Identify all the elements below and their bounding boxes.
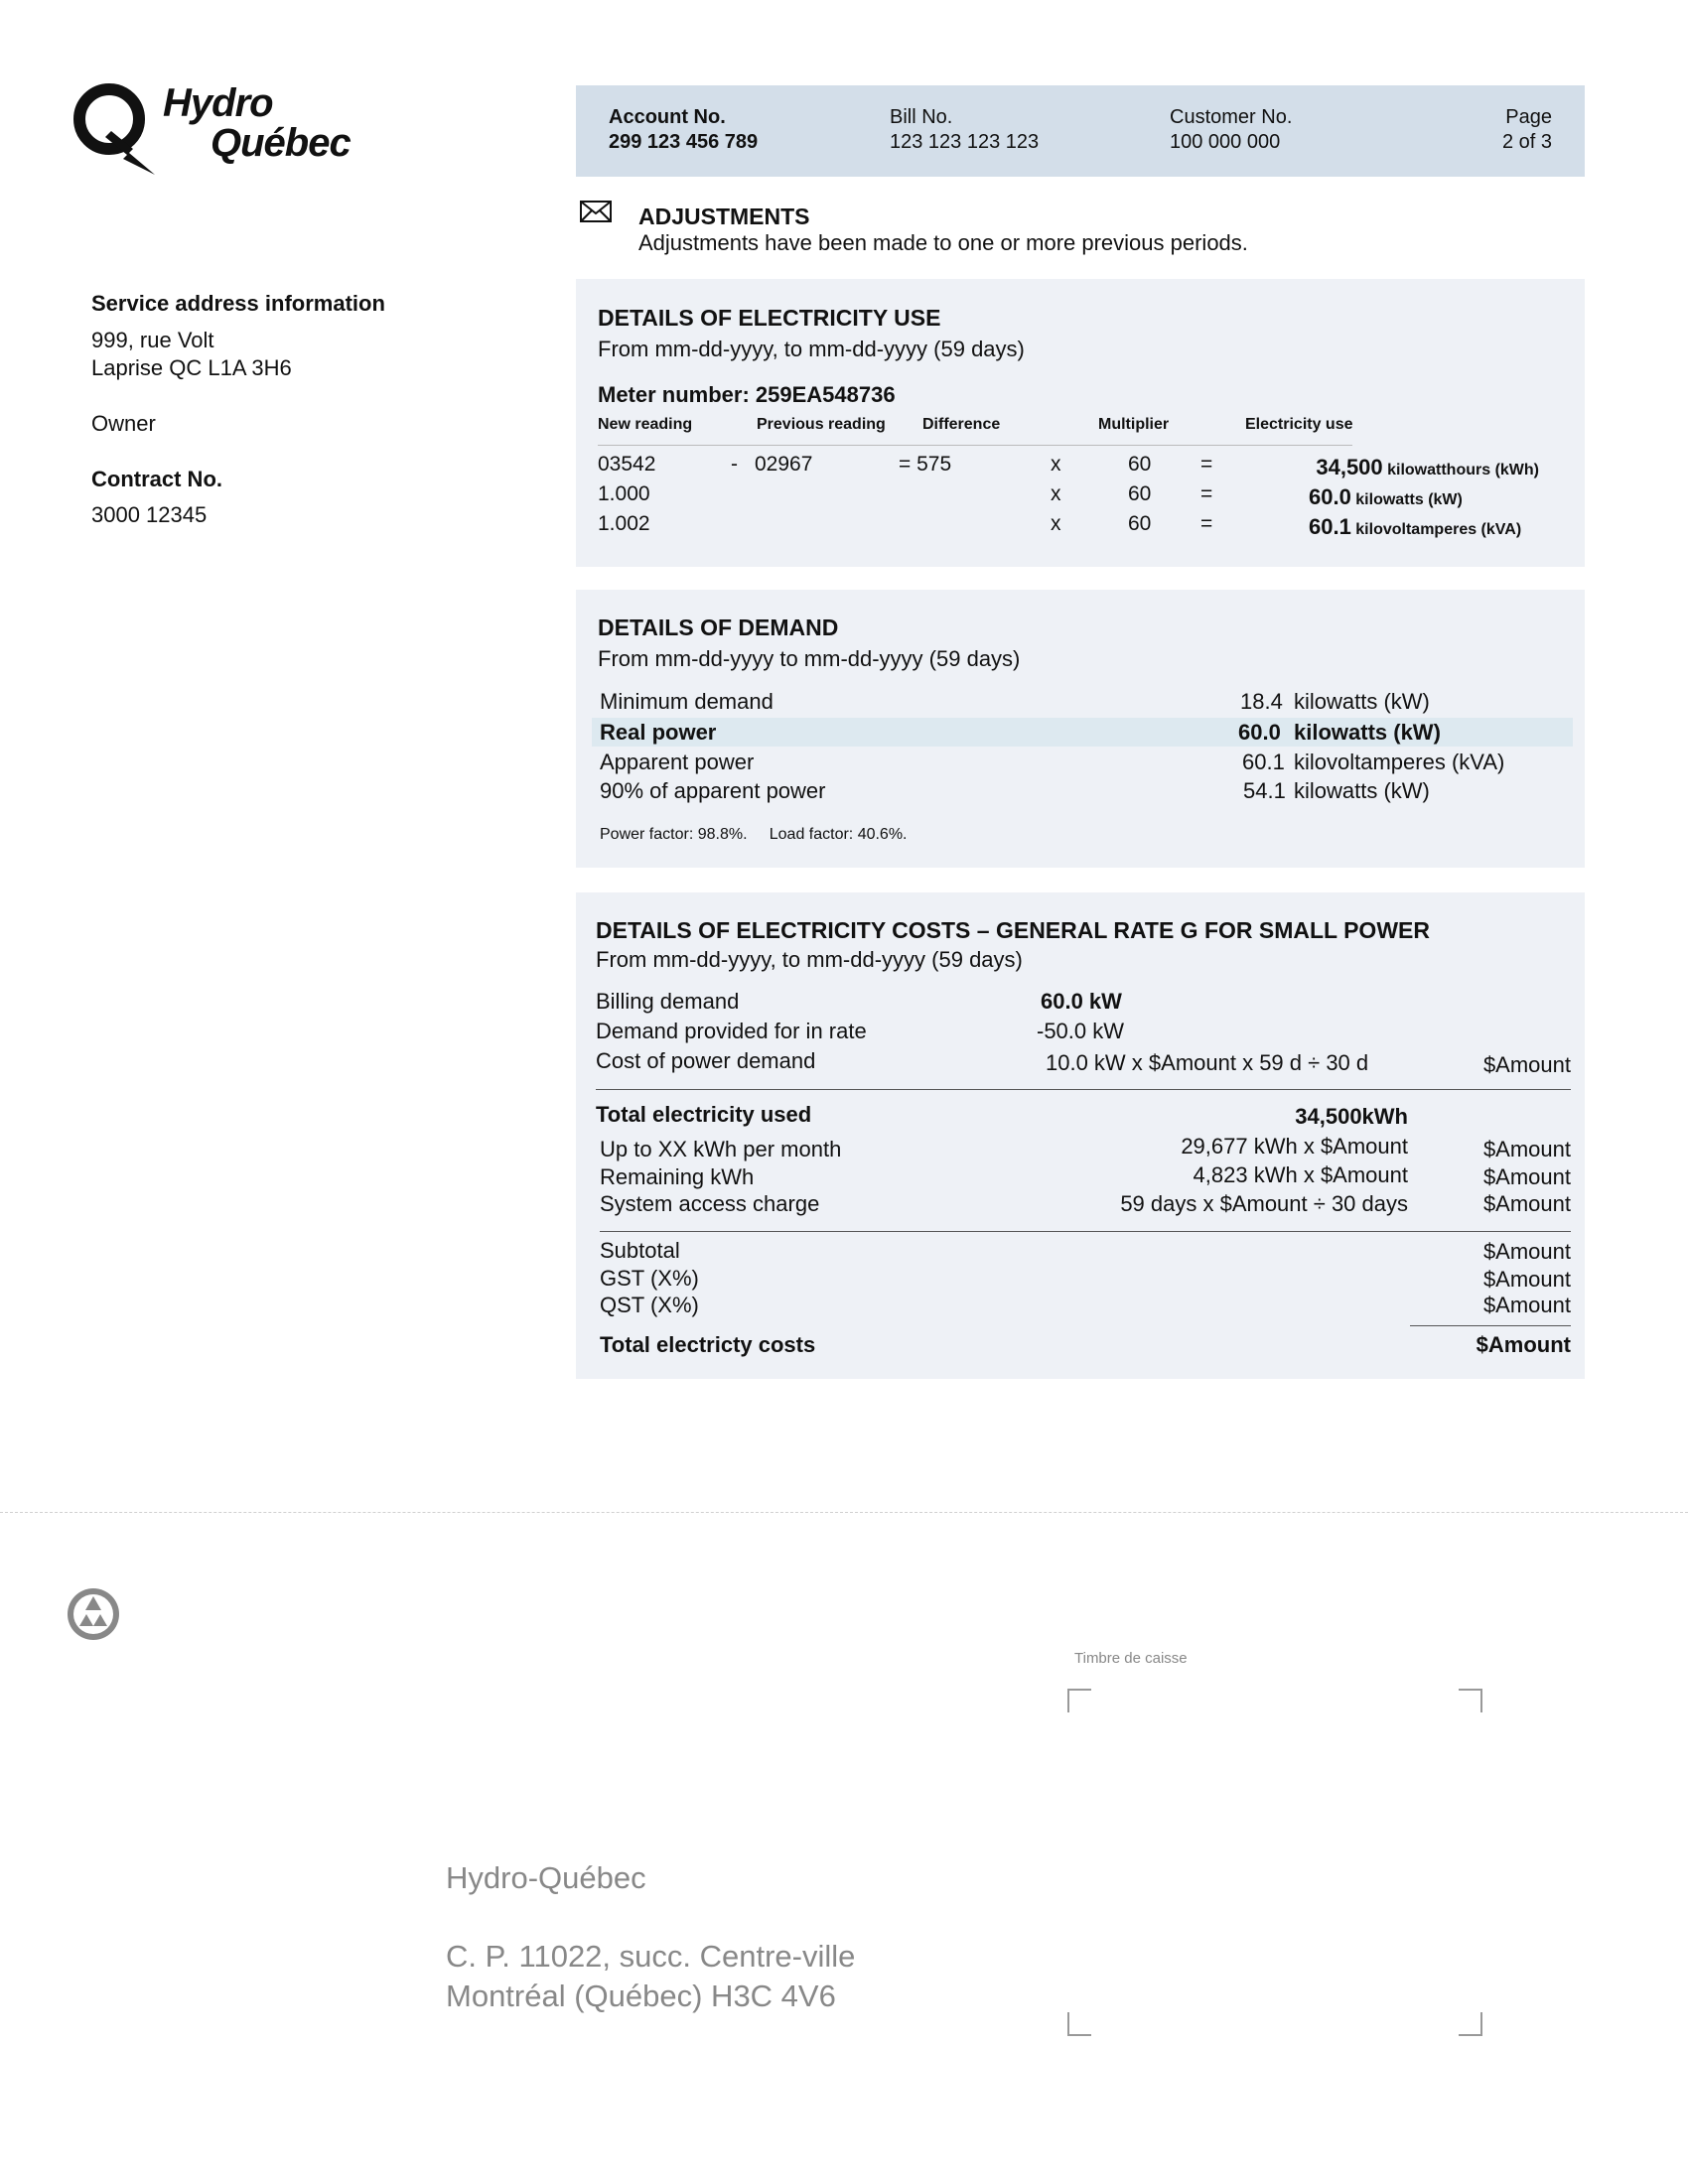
use-row2-eq: = [1200,482,1213,505]
col-previous-reading: Previous reading [757,416,886,433]
provided-label: Demand provided for in rate [596,1019,867,1043]
total-costs-amount: $Amount [1476,1332,1571,1357]
stamp-corner-tl [1067,1689,1091,1712]
use-row1-mult: 60 [1128,453,1152,476]
demand-title: DETAILS OF DEMAND [598,614,839,640]
upto-calc: 29,677 kWh x $Amount [1181,1134,1408,1159]
owner-label: Owner [91,411,156,436]
stamp-corner-br [1459,2012,1482,2036]
billing-demand-value: 60.0 kW [1041,989,1122,1014]
col-new-reading: New reading [598,416,693,433]
hydro-quebec-logo [71,77,389,187]
demand-row4-unit: kilowatts (kW) [1294,778,1430,803]
gst-amount: $Amount [1482,1267,1571,1292]
service-line1: 999, rue Volt [91,328,214,352]
remaining-calc: 4,823 kWh x $Amount [1193,1162,1408,1187]
use-row1-x: x [1051,453,1061,476]
account-header [576,85,1585,177]
meter-number: Meter number: 259EA548736 [598,382,896,407]
envelope-icon [580,201,612,222]
bill-col [890,105,1039,155]
demand-row4-value: 54.1 [1243,778,1286,803]
access-calc: 59 days x $Amount ÷ 30 days [1120,1191,1408,1216]
power-cost-amount: $Amount [1482,1052,1571,1077]
use-row1-eq: = [1200,453,1213,476]
use-period: From mm-dd-yyyy, to mm-dd-yyyy (59 days) [598,337,1025,361]
use-row2-value: 60.0 [1309,484,1351,509]
contract-number: 3000 12345 [91,502,208,527]
demand-factors: Power factor: 98.8%. Load factor: 40.6%. [600,826,908,843]
page-col [1502,105,1552,155]
use-row3-result [1309,514,1521,540]
total-used-value: 34,500kWh [1295,1104,1408,1129]
stamp-corner-bl [1067,2012,1091,2036]
payee-address2: Montréal (Québec) H3C 4V6 [446,1979,836,2013]
col-electricity-use: Electricity use [1245,416,1353,433]
billing-demand-label: Billing demand [596,989,740,1014]
demand-row3-value: 60.1 [1242,750,1285,774]
total-rule [1410,1325,1571,1326]
use-row3-mult: 60 [1128,512,1152,535]
use-row2-new: 1.000 [598,482,650,505]
power-cost-calc: 10.0 kW x $Amount x 59 d ÷ 30 d [1046,1050,1369,1075]
use-title: DETAILS OF ELECTRICITY USE [598,305,941,331]
recycle-icon [66,1586,121,1642]
page-label: Page [1505,106,1552,128]
bill-number: 123 123 123 123 [890,131,1040,153]
use-row1-value: 34,500 [1316,455,1383,479]
costs-period: From mm-dd-yyyy, to mm-dd-yyyy (59 days) [596,947,1023,972]
use-row1-result [1316,455,1539,480]
logo-line1: Hydro [163,81,273,125]
demand-row1-unit: kilowatts (kW) [1294,689,1430,714]
use-row2-mult: 60 [1128,482,1152,505]
use-row3-x: x [1051,512,1061,535]
service-line2: Laprise QC L1A 3H6 [91,355,292,380]
subtotal-amount: $Amount [1482,1239,1571,1264]
col-multiplier: Multiplier [1098,416,1170,433]
gst-label: GST (X%) [600,1266,699,1291]
stamp-corner-tr [1459,1689,1482,1712]
remaining-amount: $Amount [1482,1164,1571,1189]
use-row2-x: x [1051,482,1061,505]
use-row1-new: 03542 [598,453,656,476]
bill-label: Bill No. [890,106,953,128]
provided-value: -50.0 kW [1037,1019,1125,1043]
use-row1-diff: = 575 [899,453,952,476]
demand-row1-label: Minimum demand [600,689,774,714]
payee-address1: C. P. 11022, succ. Centre-ville [446,1939,856,1974]
use-row3-new: 1.002 [598,512,650,535]
service-heading: Service address information [91,291,385,316]
access-amount: $Amount [1482,1191,1571,1216]
costs-rule-1 [596,1089,1571,1090]
total-costs-label: Total electricty costs [600,1332,816,1357]
costs-title: DETAILS OF ELECTRICITY COSTS – GENERAL RATE G FOR SMALL POWER [596,917,1430,943]
account-label: Account No. [609,106,726,128]
demand-row2-value: 60.0 [1238,720,1281,745]
demand-row3-unit: kilovoltamperes (kVA) [1294,750,1505,774]
use-row1-unit: kilowatthours (kWh) [1387,462,1539,478]
demand-row4-label: 90% of apparent power [600,778,826,803]
upto-label: Up to XX kWh per month [600,1137,842,1161]
tear-line [0,1512,1688,1513]
payee-name: Hydro-Québec [446,1860,646,1895]
demand-row2-label: Real power [600,720,717,745]
adjustments-title: ADJUSTMENTS [638,204,810,229]
page-number: 2 of 3 [1501,131,1552,153]
total-used-label: Total electricity used [596,1102,812,1127]
remaining-label: Remaining kWh [600,1164,755,1189]
customer-col [1170,105,1292,155]
use-row3-eq: = [1200,512,1213,535]
logo-q-icon [71,79,161,179]
demand-row2-unit: kilowatts (kW) [1294,720,1441,745]
account-col [609,105,758,155]
demand-period: From mm-dd-yyyy to mm-dd-yyyy (59 days) [598,646,1021,671]
subtotal-label: Subtotal [600,1238,680,1263]
logo-line2: Québec [211,121,351,165]
timbre-label: Timbre de caisse [1074,1650,1188,1667]
upto-amount: $Amount [1482,1137,1571,1161]
contract-label: Contract No. [91,467,222,491]
customer-number: 100 000 000 [1170,131,1281,153]
qst-label: QST (X%) [600,1293,699,1317]
account-number: 299 123 456 789 [609,131,759,153]
power-cost-label: Cost of power demand [596,1048,816,1073]
use-row3-unit: kilovoltamperes (kVA) [1355,521,1522,538]
access-label: System access charge [600,1191,820,1216]
customer-label: Customer No. [1170,106,1293,128]
use-row2-unit: kilowatts (kW) [1355,491,1463,508]
use-row2-result [1309,484,1463,510]
use-row1-minus: - [731,453,738,476]
demand-row3-label: Apparent power [600,750,755,774]
qst-amount: $Amount [1482,1293,1571,1317]
demand-row1-value: 18.4 [1240,689,1283,714]
use-row1-prev: 02967 [755,453,813,476]
col-difference: Difference [922,416,1001,433]
costs-rule-2 [600,1231,1571,1232]
adjustments-text: Adjustments have been made to one or more previous periods. [638,230,1248,255]
use-header-rule [598,445,1352,446]
use-row3-value: 60.1 [1309,514,1351,539]
